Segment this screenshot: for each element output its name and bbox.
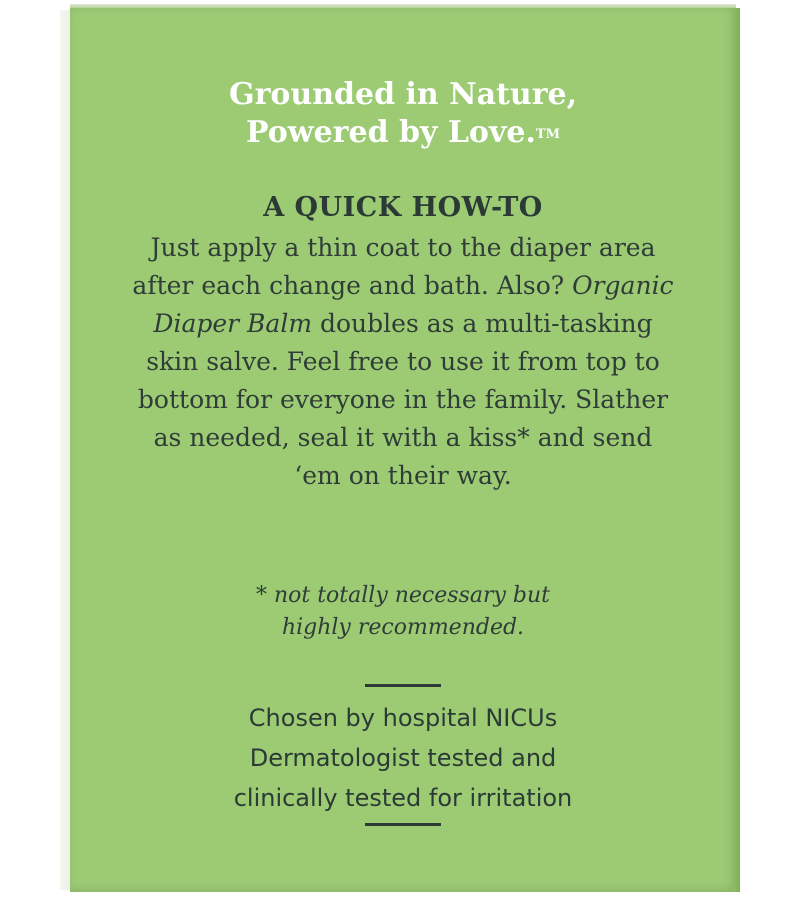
footnote-line-1: * not totally necessary but xyxy=(255,583,551,608)
brand-tagline xyxy=(70,76,736,152)
trademark-symbol: TM xyxy=(535,127,560,142)
claim-nicu: Chosen by hospital NICUs xyxy=(248,704,558,732)
claim-irritation: clinically tested for irritation xyxy=(233,784,573,812)
footnote xyxy=(70,580,736,644)
product-claims xyxy=(70,698,736,818)
divider-bottom xyxy=(365,823,441,826)
tagline-line-2-text: Powered by Love. xyxy=(246,115,536,150)
howto-heading: A QUICK HOW-TO xyxy=(263,192,543,223)
package-label xyxy=(70,0,736,900)
instructions-text-2: doubles as a multi-tasking skin salve. Feel free to use it from top to bottom for everyone in the family. Slather as needed, seal it with a kiss* and send ‘em on their way. xyxy=(137,309,669,490)
footnote-line-2: highly recommended. xyxy=(281,615,525,640)
product-name: Organic Diaper Balm xyxy=(153,271,674,338)
tagline-line-2 xyxy=(70,114,736,152)
tagline-line-1: Grounded in Nature, xyxy=(228,77,578,112)
instructions-text-1: Just apply a thin coat to the diaper area after each change and bath. Also? xyxy=(132,233,656,300)
claim-dermatologist: Dermatologist tested and xyxy=(249,744,557,772)
howto-instructions xyxy=(130,229,676,495)
divider-top xyxy=(365,684,441,687)
